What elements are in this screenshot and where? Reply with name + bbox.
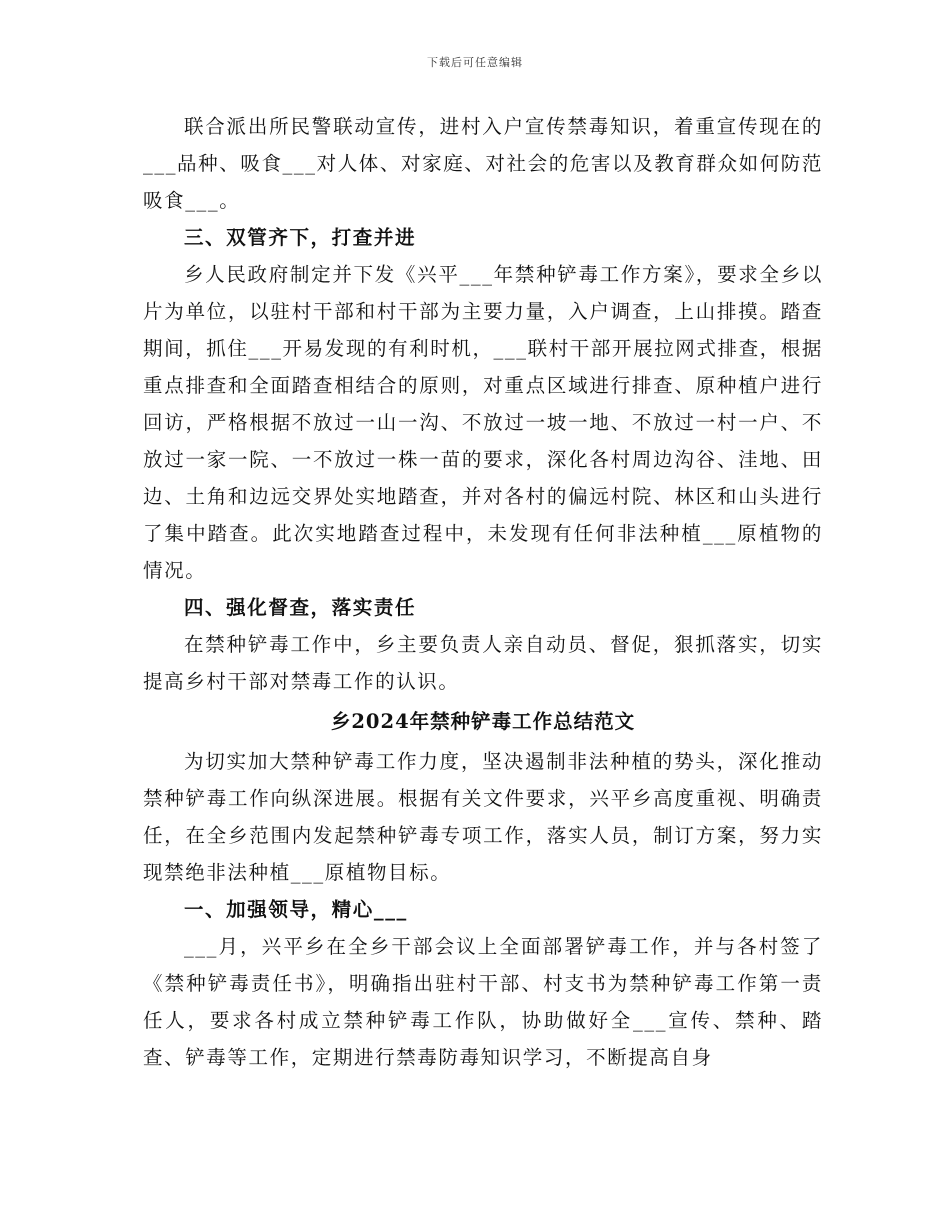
paragraph-responsibility: 在禁种铲毒工作中，乡主要负责人亲自动员、督促，狠抓落实，切实提高乡村干部对禁毒工作的认识。 xyxy=(143,633,823,693)
section-heading-3: 三、双管齐下，打查并进 xyxy=(183,226,417,249)
section-heading-4: 四、强化督查，落实责任 xyxy=(183,596,417,619)
paragraph-intro: 为切实加大禁种铲毒工作力度，坚决遏制非法种植的势头，深化推动禁种铲毒工作向纵深进展。根据有关文件要求，兴平乡高度重视、明确责任，在全乡范围内发起禁种铲毒专项工作，落实人员，制订方案，努力实现禁绝非法种植___原植物目标。 xyxy=(143,750,823,884)
document-title: 乡2024年禁种铲毒工作总结范文 xyxy=(330,710,636,733)
paragraph-inspection: 乡人民政府制定并下发《兴平___年禁种铲毒工作方案》，要求全乡以片为单位，以驻村干部和村干部为主要力量，入户调查，上山排摸。踏查期间，抓住___开易发现的有利时机，___联村干部开展拉网式排查，根据重点排查和全面踏查相结合的原则，对重点区域进行排查、原种植户进行回访，严格根据不放过一山一沟、不放过一坡一地、不放过一村一户、不放过一家一院、一不放过一株一苗的要求，深化各村周边沟谷、洼地、田边、土角和边远交界处实地踏查，并对各村的偏远村院、林区和山头进行了集中踏查。此次实地踏查过程中，未发现有任何非法种植___原植物的情况。 xyxy=(143,263,824,582)
section-heading-1: 一、加强领导，精心___ xyxy=(183,898,408,921)
paragraph-leadership: ___月，兴平乡在全乡干部会议上全面部署铲毒工作，并与各村签了《禁种铲毒责任书》，明确指出驻村干部、村支书为禁种铲毒工作第一责任人，要求各村成立禁种铲毒工作队，协助做好全___宣传、禁种、踏查、铲毒等工作，定期进行禁毒防毒知识学习，不断提高自身 xyxy=(143,935,823,1069)
document-body xyxy=(143,108,823,1076)
page-header: 下载后可任意编辑 xyxy=(427,56,523,69)
paragraph-propaganda: 联合派出所民警联动宣传，进村入户宣传禁毒知识，着重宣传现在的___品种、吸食___对人体、对家庭、对社会的危害以及教育群众如何防范吸食___。 xyxy=(143,115,824,212)
